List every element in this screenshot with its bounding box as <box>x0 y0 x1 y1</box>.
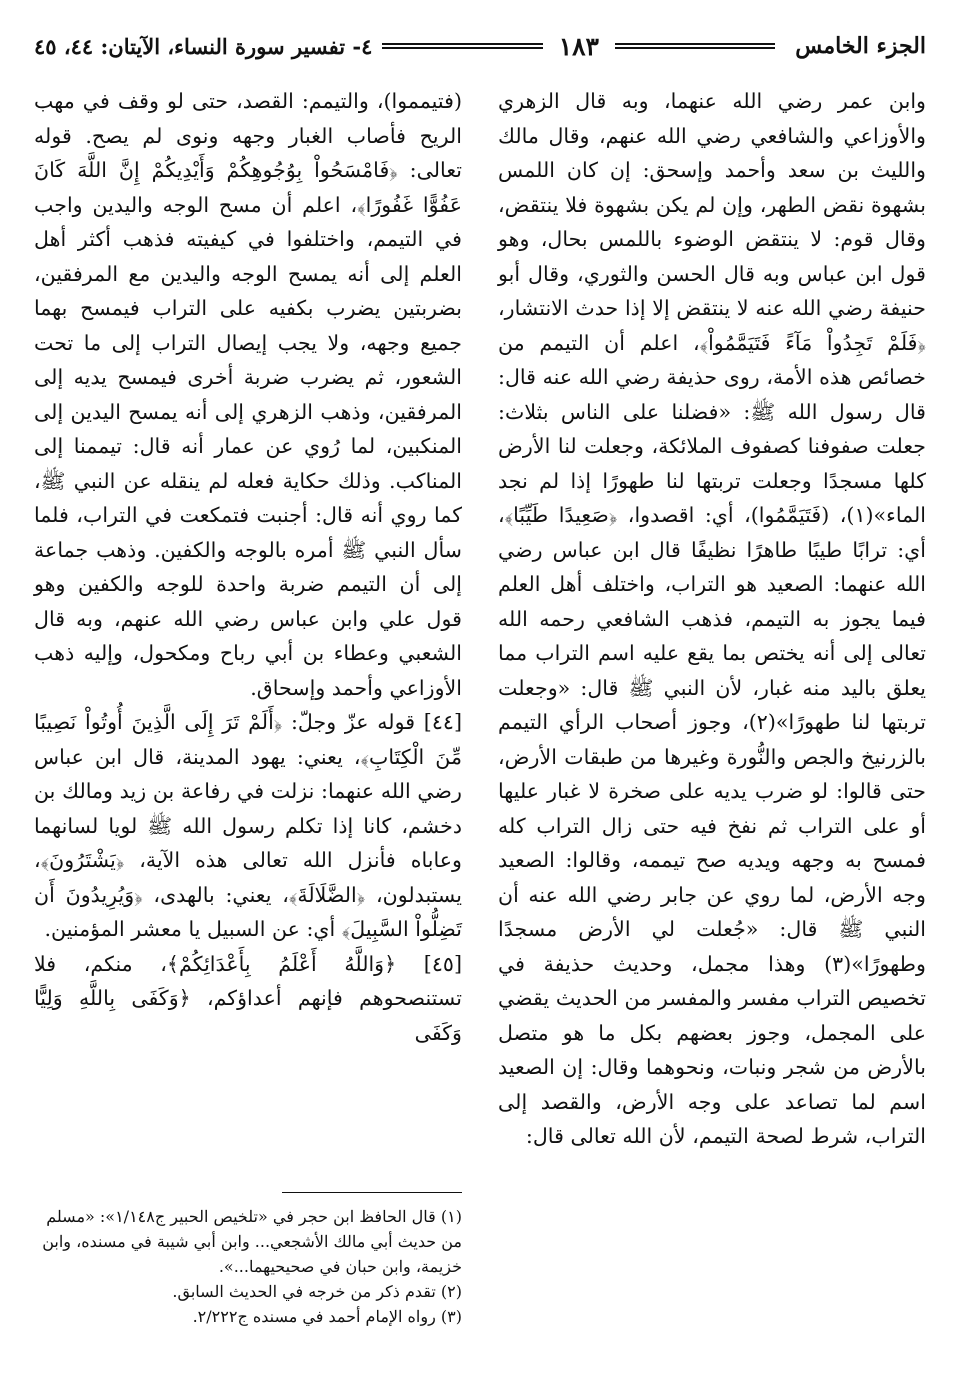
left-paragraph-verse-44: [٤٤] قوله عزّ وجلّ: ﴿أَلَمْ تَرَ إِلَى الَّذِينَ أُوتُواْ نَصِيبًا مِّنَ الْكِتَابِ﴾، يعني: يهود المدينة، قال ابن عباس رضي الله عنهما: نزلت في رفاعة بن زيد ومالك بن دخشم، كانا إذا تكلم رسول الله ﷺ لويا لسانهما وعاباه فأنزل الله تعالى هذه الآية، ﴿يَشْتَرُونَ﴾، يستبدلون، ﴿الضَّلَالَةَ﴾، يعني: بالهدى، ﴿وَيُرِيدُونَ أَن تَضِلُّواْ السَّبِيلَ﴾ أي: عن السبيل يا معشر المؤمنين. <box>34 710 462 941</box>
running-header <box>34 26 926 66</box>
page-number: ١٨٣ <box>558 31 599 61</box>
footnotes <box>34 1204 462 1329</box>
header-rule-right <box>615 43 775 49</box>
left-paragraph-1: (فتيمموا)، والتيمم: القصد، حتى لو وقف في مهب الريح فأصاب الغبار وجهه ونوى لم يصح. قوله تعالى: ﴿فَامْسَحُواْ بِوُجُوهِكُمْ وَأَيْدِيكُمْ إِنَّ اللَّهَ كَانَ عَفُوًّا غَفُورًا﴾، اعلم أن مسح الوجه واليدين واجب في التيمم، واختلفوا في كيفيته فذهب أكثر أهل العلم إلى أنه يمسح الوجه واليدين مع المرفقين، بضربتين يضرب بكفيه على التراب فيمسح بهما جميع وجهه، ولا يجب إيصال التراب إلى ما تحت الشعور، ثم يضرب ضربة أخرى فيمسح يديه إلى المرفقين، وذهب الزهري إلى أنه يمسح اليدين إلى المنكبين، لما رُوي عن عمار أنه قال: تيممنا إلى المناكب. وذلك حكاية فعله لم ينقله عن النبي ﷺ، كما روي أنه قال: أجنبت فتمكعت في التراب، فلما سأل النبي ﷺ أمره بالوجه والكفين. وذهب جماعة إلى أن التيمم ضربة واحدة للوجه والكفين وهو قول علي وابن عباس رضي الله عنهم، وبه قال الشعبي وعطاء بن أبي رباح ومكحول، وإليه ذهب الأوزاعي وأحمد وإسحاق. <box>34 89 462 700</box>
part-title: الجزء الخامس <box>795 33 926 59</box>
left-paragraph-verse-45: [٤٥] ﴿وَاللَّهُ أَعْلَمُ بِأَعْدَائِكُمْ﴾، منكم، فلا تستنصحوهم فإنهم أعداؤكم، ﴿وَكَفَى بِاللَّهِ وَلِيًّا وَكَفَى <box>34 951 462 1045</box>
right-column-text: وابن عمر رضي الله عنهما، وبه قال الزهري والأوزاعي والشافعي رضي الله عنهم، وقال مالك والليث بن سعد وأحمد وإسحق: إن كان اللمس بشهوة نقض الطهر، وإن لم يكن بشهوة فلا ينتقض، وقال قوم: لا ينتقض الوضوء باللمس بحال، وهو قول ابن عباس وبه قال الحسن والثوري، وقال أبو حنيفة رضي الله عنه لا ينتقض إلا إذا حدث الانتشار، ﴿فَلَمْ تَجِدُواْ مَآءً فَتَيَمَّمُواْ﴾، اعلم أن التيمم من خصائص هذه الأمة، روى حذيفة رضي الله عنه قال: قال رسول الله ﷺ: «فضلنا على الناس بثلاث: جعلت صفوفنا كصفوف الملائكة، وجعلت لنا الأرض كلها مسجدًا وجعلت تربتها لنا طهورًا إذا لم نجد الماء»(١)، (فَتَيَمَّمُوا)، أي: اقصدوا، ﴿صَعِيدًا طَيِّبًا﴾، أي: ترابًا طيبًا طاهرًا نظيفًا قال ابن عباس رضي الله عنهما: الصعيد هو التراب، واختلف أهل العلم فيما يجوز به التيمم، فذهب الشافعي رحمه الله تعالى إلى أنه يختص بما يقع عليه اسم التراب مما يعلق باليد منه غبار، لأن النبي ﷺ قال: «وجعلت تربتها لنا طهورًا»(٢)، وجوز أصحاب الرأي التيمم بالزرنيخ والجص والنُّورة وغيرها من طبقات الأرض، حتى قالوا: لو ضرب يديه على صخرة لا غبار عليها أو على التراب ثم نفخ فيه حتى زال التراب كله فمسح به وجهه ويديه صح تيممه، وقالوا: الصعيد وجه الأرض، لما روي عن جابر رضي الله عنه أن النبي ﷺ قال: «جُعلت لي الأرض مسجدًا وطهورًا»(٣) وهذا مجمل، وحديث حذيفة في تخصيص التراب مفسر والمفسر من الحديث يقضي على المجمل، وجوز بعضهم بكل ما هو متصل بالأرض من شجر ونبات، ونحوهما وقال: إن الصعيد اسم لما تصاعد على وجه الأرض، والقصد إلى التراب، شرط لصحة التيمم، لأن الله تعالى قال: <box>498 89 926 1148</box>
left-column <box>34 84 462 1045</box>
footnote-divider <box>282 1192 462 1193</box>
footnote-2: (٢) تقدم ذكر من خرجه في الحديث السابق. <box>172 1282 462 1301</box>
header-rule-left <box>382 43 542 49</box>
footnote-3: (٣) رواه الإمام أحمد في مسنده ج٢/٢٢٢. <box>192 1307 462 1326</box>
sura-title: ٤- تفسير سورة النساء، الآيتان: ٤٤، ٤٥ <box>33 33 373 59</box>
right-column <box>498 84 926 1384</box>
footnote-1: (١) قال الحافظ ابن حجر في «تلخيص الحبير ج١/١٤٨»: «مسلم من حديث أبي مالك الأشجعي... وابن أبي شيبة في مسنده، وابن خزيمة، وابن حبان في صحيحيهما...». <box>42 1207 462 1276</box>
